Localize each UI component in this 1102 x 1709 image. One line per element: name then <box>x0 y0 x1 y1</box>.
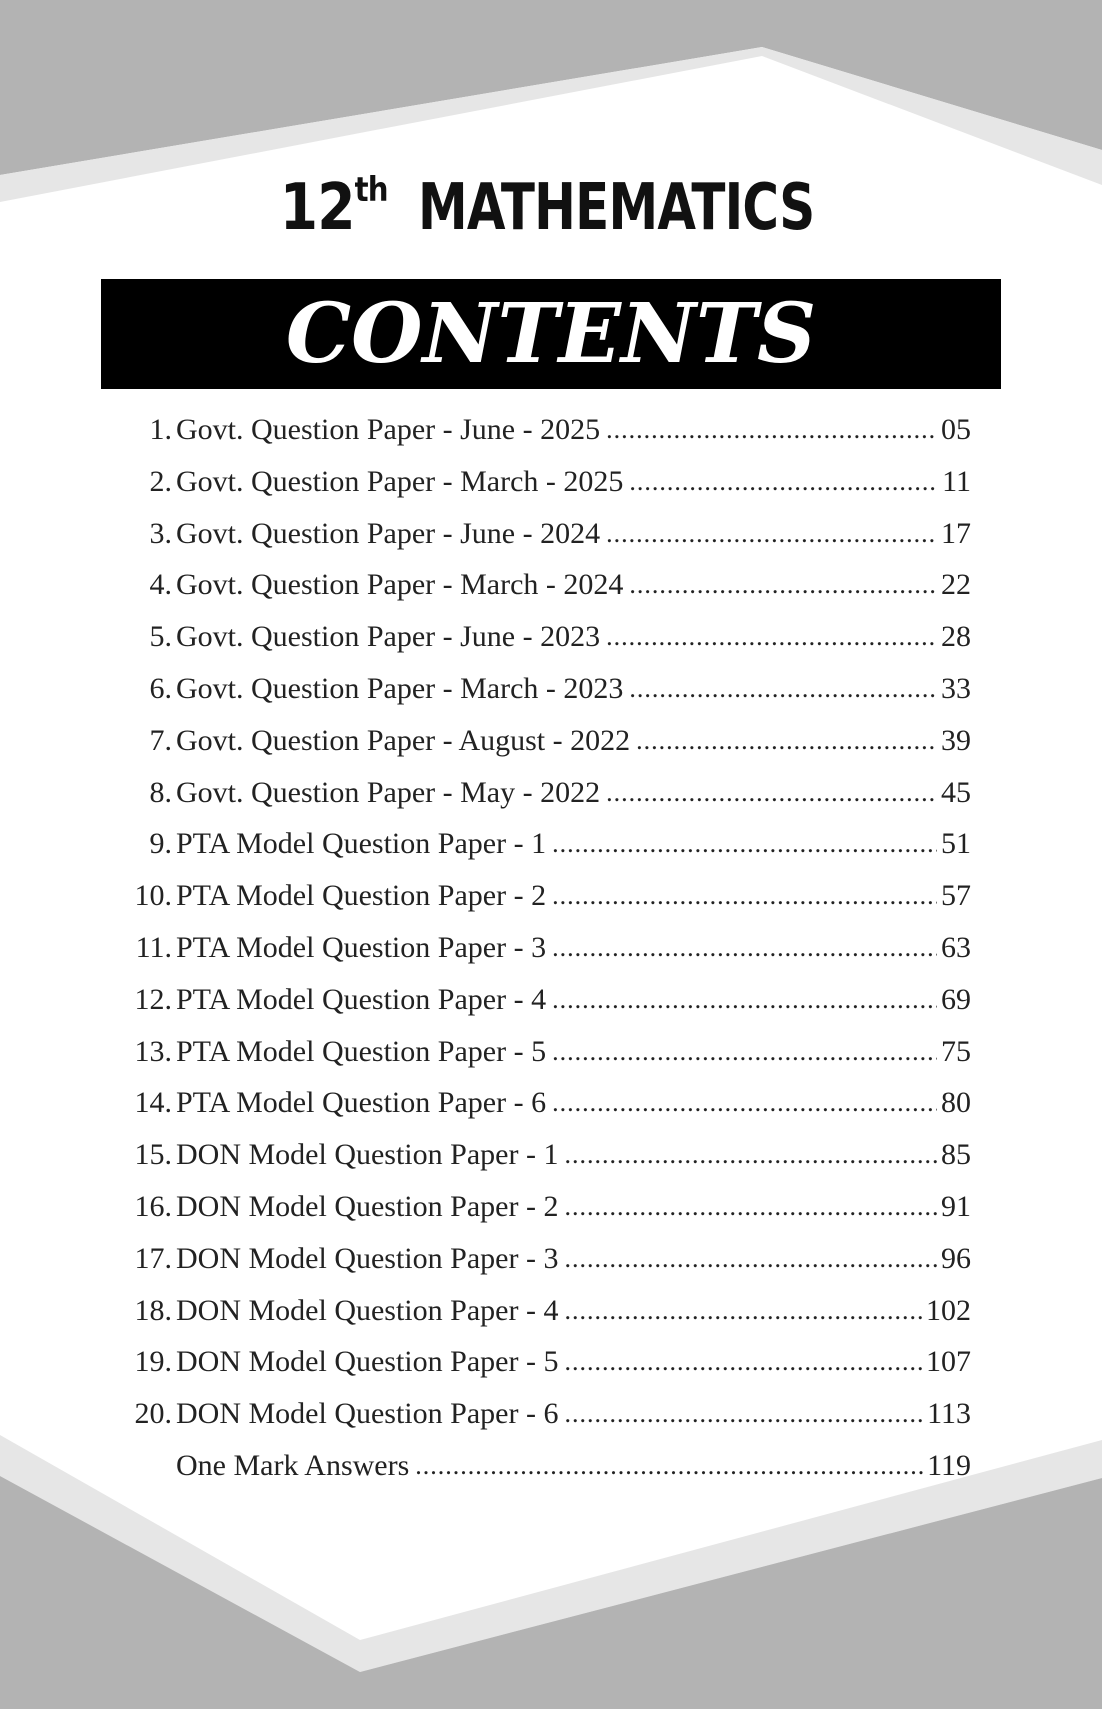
entry-line <box>176 1181 971 1233</box>
entry-number: 12. <box>134 982 172 1016</box>
entry-page-number: 119 <box>927 1448 971 1482</box>
entry-number: 1. <box>149 413 172 446</box>
entry-page-number: 51 <box>941 827 971 861</box>
dot-leader <box>415 1440 923 1492</box>
dot-leader <box>552 974 937 1026</box>
dot-leader <box>564 1233 937 1285</box>
contents-entry <box>0 870 1102 922</box>
entry-page-number: 57 <box>941 879 971 913</box>
entry-title: PTA Model Question Paper - 6 <box>176 1077 552 1129</box>
contents-entry <box>0 1233 1102 1285</box>
contents-entry <box>0 922 1102 974</box>
entry-page-number: 113 <box>927 1397 971 1431</box>
dot-leader <box>629 559 937 611</box>
entry-line <box>176 663 971 715</box>
entry-page-number: 75 <box>941 1034 971 1068</box>
entry-title: Govt. Question Paper - June - 2023 <box>176 611 606 663</box>
entry-page-number: 33 <box>941 671 971 705</box>
entry-number: 14. <box>134 1086 172 1120</box>
entry-line <box>176 715 971 767</box>
dot-leader <box>636 715 937 767</box>
entry-title: Govt. Question Paper - March - 2024 <box>176 559 629 611</box>
dot-leader <box>552 870 937 922</box>
contents-entry <box>0 559 1102 611</box>
entry-line <box>176 1336 971 1388</box>
entry-title: DON Model Question Paper - 4 <box>176 1285 564 1337</box>
entry-number: 4. <box>149 568 172 602</box>
contents-entry <box>0 404 1102 456</box>
entry-title: PTA Model Question Paper - 4 <box>176 974 552 1026</box>
entry-line <box>176 1285 971 1337</box>
contents-entry <box>0 715 1102 767</box>
contents-banner: CONTENTS <box>101 279 1001 389</box>
entry-page-number: 28 <box>941 620 971 654</box>
dot-leader <box>606 611 937 663</box>
contents-entry <box>0 1285 1102 1337</box>
contents-entry <box>0 1026 1102 1078</box>
grade-label <box>280 168 388 248</box>
entry-page-number: 80 <box>941 1086 971 1120</box>
contents-entry <box>0 1129 1102 1181</box>
entry-number: 9. <box>149 827 172 861</box>
entry-number: 15. <box>134 1138 172 1172</box>
contents-entry <box>0 1181 1102 1233</box>
entry-line <box>176 974 971 1026</box>
contents-entry <box>0 1077 1102 1129</box>
entry-title: Govt. Question Paper - March - 2025 <box>176 456 629 508</box>
contents-entry <box>0 456 1102 508</box>
entry-line <box>176 508 971 560</box>
entry-title: Govt. Question Paper - March - 2023 <box>176 663 629 715</box>
dot-leader <box>606 508 937 560</box>
entry-page-number: 05 <box>941 413 971 446</box>
contents-entry <box>0 1388 1102 1440</box>
contents-entry <box>0 1336 1102 1388</box>
entry-line <box>176 767 971 819</box>
entry-title: DON Model Question Paper - 3 <box>176 1233 564 1285</box>
dot-leader <box>606 404 937 456</box>
entry-title: One Mark Answers <box>176 1440 415 1492</box>
contents-entry <box>0 1440 1102 1492</box>
entry-title: PTA Model Question Paper - 3 <box>176 922 552 974</box>
dot-leader <box>629 456 938 508</box>
entry-line <box>176 1026 971 1078</box>
entry-number: 6. <box>149 671 172 705</box>
entry-number: 10. <box>134 879 172 913</box>
entry-page-number: 85 <box>941 1138 971 1172</box>
entry-number: 8. <box>149 775 172 809</box>
entry-page-number: 17 <box>941 516 971 550</box>
entry-page-number: 107 <box>926 1345 971 1379</box>
entry-number: 2. <box>149 464 172 498</box>
entry-number: 18. <box>134 1293 172 1327</box>
contents-entry <box>0 611 1102 663</box>
dot-leader <box>564 1336 922 1388</box>
grade-superscript: th <box>354 169 388 210</box>
dot-leader <box>629 663 937 715</box>
contents-entry <box>0 508 1102 560</box>
subject-label: MATHEMATICS <box>417 171 815 245</box>
entry-number: 19. <box>134 1345 172 1379</box>
entry-title: DON Model Question Paper - 6 <box>176 1388 564 1440</box>
contents-list <box>0 404 1102 1492</box>
entry-page-number: 22 <box>941 568 971 602</box>
entry-number: 17. <box>134 1241 172 1275</box>
entry-page-number: 11 <box>942 464 971 498</box>
entry-title: DON Model Question Paper - 2 <box>176 1181 564 1233</box>
contents-entry <box>0 767 1102 819</box>
entry-title: Govt. Question Paper - June - 2024 <box>176 508 606 560</box>
entry-line <box>176 456 971 508</box>
entry-page-number: 63 <box>941 930 971 964</box>
entry-line <box>176 1129 971 1181</box>
entry-line <box>176 1388 971 1440</box>
dot-leader <box>564 1285 922 1337</box>
contents-entry <box>0 974 1102 1026</box>
entry-title: Govt. Question Paper - June - 2025 <box>176 404 606 456</box>
dot-leader <box>564 1129 937 1181</box>
entry-title: Govt. Question Paper - August - 2022 <box>176 715 636 767</box>
contents-entry <box>0 818 1102 870</box>
entry-line <box>176 818 971 870</box>
entry-number: 13. <box>134 1034 172 1068</box>
contents-entry <box>0 663 1102 715</box>
entry-page-number: 39 <box>941 723 971 757</box>
entry-line <box>176 404 971 456</box>
entry-number: 11. <box>135 930 172 964</box>
entry-page-number: 45 <box>941 775 971 809</box>
entry-page-number: 102 <box>926 1293 971 1327</box>
entry-line <box>176 1440 971 1492</box>
grade-number: 12 <box>279 171 355 245</box>
entry-title: Govt. Question Paper - May - 2022 <box>176 767 606 819</box>
entry-title: PTA Model Question Paper - 2 <box>176 870 552 922</box>
entry-number: 16. <box>134 1189 172 1223</box>
entry-line <box>176 870 971 922</box>
entry-line <box>176 611 971 663</box>
dot-leader <box>552 1077 937 1129</box>
dot-leader <box>552 922 937 974</box>
entry-title: DON Model Question Paper - 5 <box>176 1336 564 1388</box>
dot-leader <box>552 818 937 870</box>
dot-leader <box>564 1181 937 1233</box>
entry-line <box>176 922 971 974</box>
entry-page-number: 69 <box>941 982 971 1016</box>
page-title <box>0 168 1102 248</box>
entry-page-number: 96 <box>941 1241 971 1275</box>
entry-title: DON Model Question Paper - 1 <box>176 1129 564 1181</box>
entry-title: PTA Model Question Paper - 5 <box>176 1026 552 1078</box>
entry-number: 7. <box>149 723 172 757</box>
entry-number: 3. <box>149 516 172 550</box>
entry-line <box>176 1077 971 1129</box>
entry-number: 20. <box>134 1397 172 1431</box>
entry-title: PTA Model Question Paper - 1 <box>176 818 552 870</box>
entry-line <box>176 559 971 611</box>
entry-line <box>176 1233 971 1285</box>
entry-number: 5. <box>149 620 172 654</box>
entry-page-number: 91 <box>941 1189 971 1223</box>
dot-leader <box>552 1026 937 1078</box>
dot-leader <box>606 767 937 819</box>
dot-leader <box>564 1388 923 1440</box>
